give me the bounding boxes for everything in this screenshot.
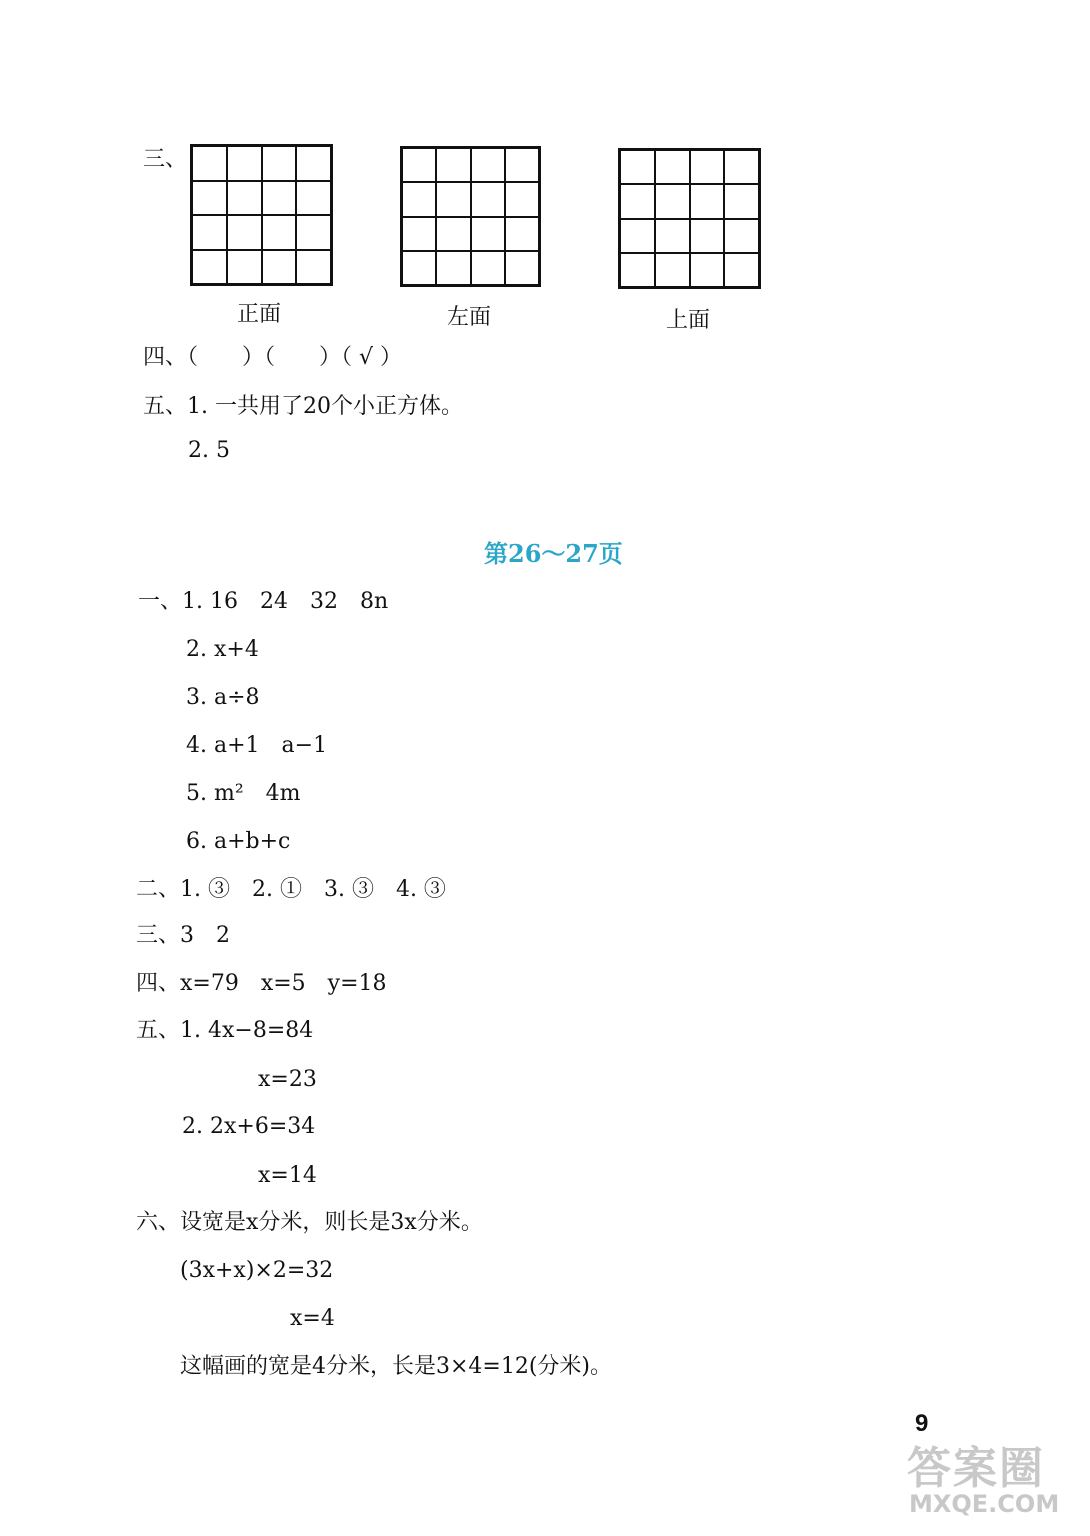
- q3-label: 三、: [143, 147, 188, 172]
- grid-cell: [620, 219, 655, 253]
- top-view-grid: [618, 148, 761, 289]
- b-q5-sol-2: x=14: [258, 1163, 317, 1188]
- b-q1-item-3: 3. a÷8: [186, 685, 260, 710]
- view-label-left: 左面: [447, 305, 492, 330]
- grid-cell: [724, 150, 759, 184]
- grid-cell: [505, 251, 539, 285]
- q4-label: 四、: [143, 345, 188, 370]
- grid-cell: [471, 148, 505, 182]
- b-q4-row: 四、x=79 x=5 y=18: [136, 971, 387, 996]
- b-q5-eq-1: 1. 4x−8=84: [180, 1018, 314, 1043]
- grid-cell: [436, 148, 470, 182]
- q4-answer-2: （ ）: [264, 345, 342, 370]
- grid-cell: [505, 217, 539, 251]
- page-number: 9: [915, 1410, 929, 1437]
- b-q5-row: [136, 1017, 313, 1045]
- grid-cell: [471, 251, 505, 285]
- watermark-text: 答案圈: [907, 1443, 1045, 1494]
- b-q5-sol-1: x=23: [258, 1067, 317, 1092]
- b-q6-line-4: 这幅画的宽是4分米，长是3×4=12(分米)。: [180, 1354, 613, 1379]
- q4-answer-3: （ √ ）: [341, 345, 403, 370]
- grid-cell: [655, 150, 690, 184]
- grid-cell: [402, 251, 436, 285]
- q4-row: [143, 344, 402, 372]
- grid-cell: [620, 253, 655, 287]
- b-q5-eq-2: 2. 2x+6=34: [182, 1114, 316, 1139]
- b-q5-label: 五、: [136, 1018, 181, 1043]
- left-view-grid: [400, 146, 541, 287]
- grid-cell: [227, 146, 262, 181]
- b-q1-row: [138, 588, 388, 616]
- grid-cell: [690, 219, 725, 253]
- q5-item-1: 1. 一共用了20个小正方体。: [187, 394, 463, 419]
- grid-cell: [402, 182, 436, 216]
- b-q6-line-2: (3x+x)×2=32: [180, 1258, 334, 1283]
- b-q6-line-1: 六、设宽是x分米，则长是3x分米。: [136, 1210, 483, 1235]
- b-q1-item-2: 2. x+4: [186, 637, 259, 662]
- grid-cell: [655, 184, 690, 218]
- grid-cell: [690, 150, 725, 184]
- q4-answer-1: （ ）: [187, 345, 265, 370]
- q5-row: [143, 393, 463, 421]
- front-view-grid: [190, 144, 333, 286]
- q5-item-2: 2. 5: [188, 438, 230, 463]
- grid-cell: [192, 181, 227, 216]
- grid-cell: [436, 217, 470, 251]
- grid-cell: [655, 219, 690, 253]
- grid-cell: [471, 217, 505, 251]
- q5-label: 五、: [143, 394, 188, 419]
- grid-cell: [262, 250, 297, 285]
- watermark-logo: [907, 1432, 1082, 1532]
- grid-cell: [724, 219, 759, 253]
- grid-cell: [227, 215, 262, 250]
- grid-cell: [262, 146, 297, 181]
- grid-cell: [192, 250, 227, 285]
- grid-cell: [471, 182, 505, 216]
- b-q3-row: 三、3 2: [136, 923, 230, 948]
- view-label-front: 正面: [237, 302, 282, 327]
- grid-cell: [227, 250, 262, 285]
- grid-cell: [436, 251, 470, 285]
- grid-cell: [505, 182, 539, 216]
- grid-cell: [296, 146, 331, 181]
- grid-cell: [192, 146, 227, 181]
- b-q6-line-3: x=4: [290, 1306, 335, 1331]
- grid-cell: [262, 215, 297, 250]
- b-q2-row: 二、1. ③ 2. ① 3. ③ 4. ③: [136, 877, 446, 902]
- grid-cell: [690, 253, 725, 287]
- grid-cell: [724, 253, 759, 287]
- grid-cell: [655, 253, 690, 287]
- grid-cell: [620, 184, 655, 218]
- grid-cell: [620, 150, 655, 184]
- grid-cell: [436, 182, 470, 216]
- b-q1-item-1: 1. 16 24 32 8n: [182, 589, 389, 614]
- grid-cell: [724, 184, 759, 218]
- grid-cell: [192, 215, 227, 250]
- grid-cell: [296, 181, 331, 216]
- grid-cell: [402, 148, 436, 182]
- grid-cell: [296, 215, 331, 250]
- b-q1-label: 一、: [138, 589, 183, 614]
- grid-cell: [505, 148, 539, 182]
- grid-cell: [227, 181, 262, 216]
- section-title: 第26～27页: [484, 539, 623, 568]
- b-q1-item-4: 4. a+1 a−1: [186, 733, 328, 758]
- grid-cell: [690, 184, 725, 218]
- view-label-top: 上面: [666, 308, 711, 333]
- grid-cell: [402, 217, 436, 251]
- b-q1-item-6: 6. a+b+c: [186, 829, 291, 854]
- watermark-url: MXQE.COM: [909, 1490, 1060, 1518]
- b-q1-item-5: 5. m² 4m: [186, 781, 301, 806]
- grid-cell: [296, 250, 331, 285]
- grid-cell: [262, 181, 297, 216]
